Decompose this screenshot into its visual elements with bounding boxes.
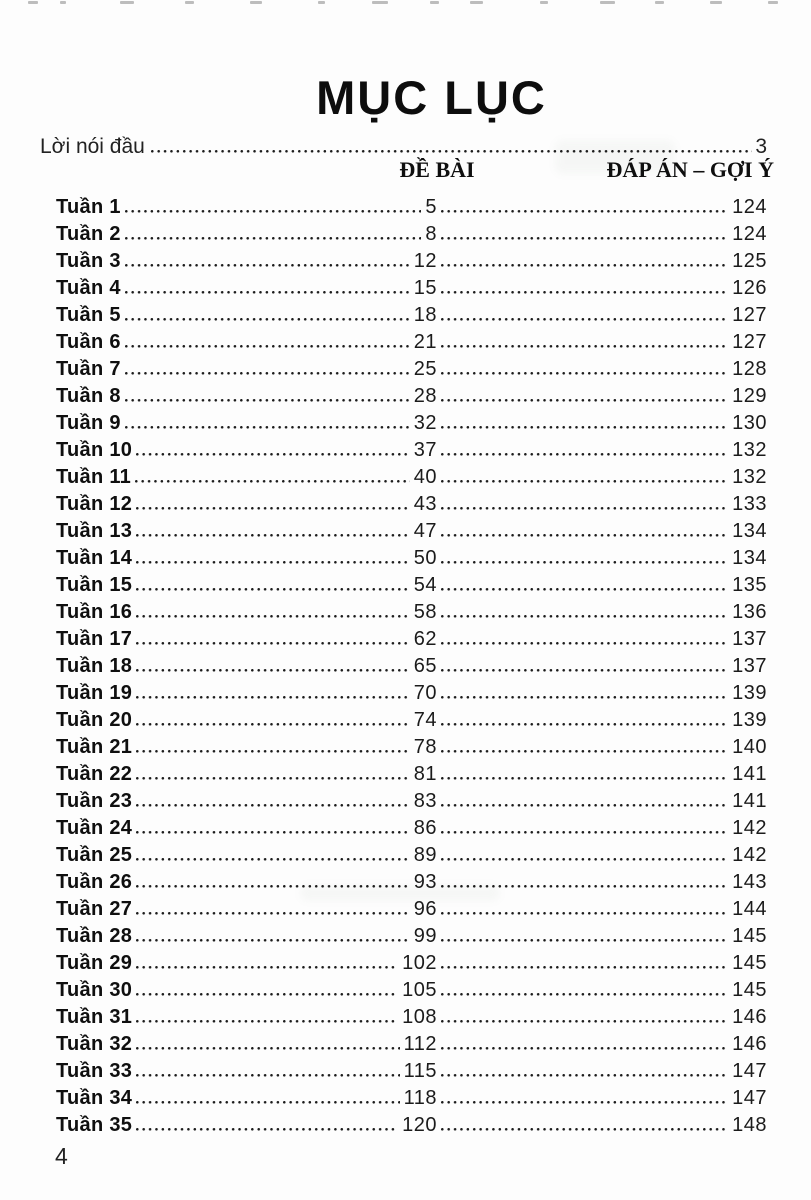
toc-row — [40, 217, 767, 244]
dot-leader — [441, 966, 728, 973]
dot-leader — [441, 912, 728, 919]
dot-leader — [441, 858, 728, 865]
dot-leader — [441, 399, 728, 406]
dot-leader — [441, 210, 728, 217]
de-bai-page: 93 — [413, 871, 437, 893]
toc-row — [40, 1108, 767, 1135]
dap-an-page: 134 — [732, 520, 767, 542]
week-label: Tuần 16 — [56, 601, 133, 623]
dap-an-page: 145 — [732, 979, 767, 1001]
toc-row-left — [56, 872, 437, 892]
toc-row-right — [437, 575, 767, 595]
toc-row — [40, 541, 767, 568]
de-bai-page: 86 — [413, 817, 437, 839]
dot-leader — [441, 696, 728, 703]
toc-row-left — [56, 440, 437, 460]
toc-row-left — [56, 710, 437, 730]
dot-leader — [441, 588, 728, 595]
de-bai-page: 81 — [413, 763, 437, 785]
de-bai-page: 15 — [413, 277, 437, 299]
toc-row-left — [56, 899, 437, 919]
toc-entry-preface — [40, 132, 767, 157]
de-bai-page: 83 — [413, 790, 437, 812]
de-bai-page: 21 — [413, 331, 437, 353]
toc-row-right — [437, 764, 767, 784]
de-bai-page: 37 — [413, 439, 437, 461]
de-bai-page: 115 — [403, 1060, 437, 1082]
week-label: Tuần 22 — [56, 763, 133, 785]
dot-leader — [441, 318, 728, 325]
de-bai-page: 70 — [413, 682, 437, 704]
toc-row-right — [437, 413, 767, 433]
toc-row-left — [56, 845, 437, 865]
toc-row-right — [437, 683, 767, 703]
dot-leader — [136, 507, 410, 514]
toc-row-right — [437, 440, 767, 460]
toc-row — [40, 811, 767, 838]
toc-row-left — [56, 1034, 437, 1054]
dot-leader — [441, 642, 728, 649]
toc-row-right — [437, 386, 767, 406]
toc-row-left — [56, 548, 437, 568]
toc-row-left — [56, 197, 437, 217]
de-bai-page: 118 — [403, 1087, 437, 1109]
dot-leader — [441, 615, 728, 622]
toc-row-right — [437, 980, 767, 1000]
de-bai-page: 108 — [402, 1006, 437, 1028]
dot-leader — [441, 1020, 728, 1027]
toc-row — [40, 622, 767, 649]
toc-row — [40, 676, 767, 703]
dap-an-page: 125 — [732, 250, 767, 272]
dap-an-page: 132 — [732, 466, 767, 488]
week-label: Tuần 11 — [56, 466, 132, 488]
week-label: Tuần 30 — [56, 979, 133, 1001]
dot-leader — [136, 642, 410, 649]
toc-row-right — [437, 1061, 767, 1081]
toc-row-right — [437, 602, 767, 622]
dap-an-page: 142 — [732, 817, 767, 839]
toc-row — [40, 838, 767, 865]
dot-leader — [441, 561, 728, 568]
de-bai-page: 99 — [413, 925, 437, 947]
week-label: Tuần 23 — [56, 790, 133, 812]
de-bai-page: 5 — [425, 196, 437, 218]
dot-leader — [125, 372, 410, 379]
toc-row-right — [437, 791, 767, 811]
toc-row-left — [56, 1061, 437, 1081]
toc-row-right — [437, 521, 767, 541]
dap-an-page: 130 — [732, 412, 767, 434]
toc-row-left — [56, 521, 437, 541]
dap-an-page: 144 — [732, 898, 767, 920]
dap-an-page: 132 — [732, 439, 767, 461]
dap-an-page: 134 — [732, 547, 767, 569]
dot-leader — [441, 237, 728, 244]
dap-an-page: 136 — [732, 601, 767, 623]
toc-row-right — [437, 1007, 767, 1027]
toc-row-left — [56, 1007, 437, 1027]
toc-row-right — [437, 1034, 767, 1054]
dap-an-page: 127 — [732, 304, 767, 326]
toc-row — [40, 1027, 767, 1054]
toc-row — [40, 433, 767, 460]
de-bai-page: 74 — [413, 709, 437, 731]
dap-an-page: 148 — [732, 1114, 767, 1136]
de-bai-page: 105 — [402, 979, 437, 1001]
dot-leader — [125, 318, 410, 325]
toc-row-right — [437, 1115, 767, 1135]
toc-row-right — [437, 818, 767, 838]
toc-row-left — [56, 386, 437, 406]
week-label: Tuần 31 — [56, 1006, 133, 1028]
dot-leader — [441, 723, 728, 730]
week-label: Tuần 26 — [56, 871, 133, 893]
de-bai-page: 102 — [402, 952, 437, 974]
toc-row-right — [437, 332, 767, 352]
toc-row-left — [56, 926, 437, 946]
de-bai-page: 112 — [403, 1033, 437, 1055]
de-bai-page: 120 — [402, 1114, 437, 1136]
dot-leader — [151, 150, 752, 157]
dap-an-page: 141 — [732, 763, 767, 785]
dot-leader — [136, 588, 410, 595]
de-bai-page: 65 — [413, 655, 437, 677]
dot-leader — [441, 426, 728, 433]
dap-an-page: 147 — [732, 1060, 767, 1082]
dot-leader — [136, 912, 410, 919]
week-label: Tuần 19 — [56, 682, 133, 704]
toc-row-right — [437, 305, 767, 325]
toc-row — [40, 703, 767, 730]
dot-leader — [136, 777, 410, 784]
toc-row-left — [56, 224, 437, 244]
toc-row-left — [56, 359, 437, 379]
toc-row — [40, 892, 767, 919]
toc-row — [40, 865, 767, 892]
week-label: Tuần 9 — [56, 412, 121, 434]
toc-row-right — [437, 224, 767, 244]
dot-leader — [136, 1101, 399, 1108]
toc-row-right — [437, 548, 767, 568]
toc-row-right — [437, 710, 767, 730]
toc-row — [40, 298, 767, 325]
dap-an-page: 139 — [732, 682, 767, 704]
de-bai-page: 28 — [413, 385, 437, 407]
toc-row-left — [56, 953, 437, 973]
dap-an-page: 126 — [732, 277, 767, 299]
de-bai-page: 89 — [413, 844, 437, 866]
dap-an-page: 135 — [732, 574, 767, 596]
toc-row — [40, 325, 767, 352]
toc-row-right — [437, 359, 767, 379]
toc-row-right — [437, 278, 767, 298]
de-bai-page: 78 — [413, 736, 437, 758]
de-bai-page: 47 — [413, 520, 437, 542]
toc-row — [40, 784, 767, 811]
dot-leader — [136, 1020, 398, 1027]
week-label: Tuần 15 — [56, 574, 133, 596]
dot-leader — [136, 858, 410, 865]
dot-leader — [136, 453, 410, 460]
dap-an-page: 129 — [732, 385, 767, 407]
toc-row-right — [437, 926, 767, 946]
preface-page-number: 3 — [755, 135, 767, 158]
dot-leader — [136, 1128, 398, 1135]
week-label: Tuần 12 — [56, 493, 133, 515]
toc-row-right — [437, 494, 767, 514]
dap-an-page: 124 — [732, 196, 767, 218]
de-bai-page: 12 — [413, 250, 437, 272]
toc-row-left — [56, 332, 437, 352]
week-label: Tuần 32 — [56, 1033, 133, 1055]
toc-row — [40, 406, 767, 433]
toc-row — [40, 271, 767, 298]
de-bai-page: 58 — [413, 601, 437, 623]
dot-leader — [125, 237, 422, 244]
dot-leader — [441, 750, 728, 757]
dot-leader — [125, 345, 410, 352]
dot-leader — [136, 669, 410, 676]
toc-row-right — [437, 251, 767, 271]
dot-leader — [136, 885, 410, 892]
column-header-de-bai: ĐỀ BÀI — [399, 157, 475, 182]
dot-leader — [125, 264, 410, 271]
dot-leader — [136, 561, 410, 568]
dap-an-page: 145 — [732, 925, 767, 947]
toc-row — [40, 595, 767, 622]
toc-row-right — [437, 197, 767, 217]
toc-row — [40, 514, 767, 541]
week-label: Tuần 2 — [56, 223, 121, 245]
toc-row — [40, 1081, 767, 1108]
toc-row — [40, 973, 767, 1000]
dot-leader — [136, 966, 398, 973]
dap-an-page: 140 — [732, 736, 767, 758]
week-label: Tuần 34 — [56, 1087, 133, 1109]
dot-leader — [125, 291, 410, 298]
dap-an-page: 124 — [732, 223, 767, 245]
week-label: Tuần 5 — [56, 304, 121, 326]
dap-an-page: 141 — [732, 790, 767, 812]
toc-row — [40, 379, 767, 406]
column-headers — [40, 157, 774, 185]
dot-leader — [136, 750, 410, 757]
toc-row-right — [437, 629, 767, 649]
toc-row-left — [56, 305, 437, 325]
dot-leader — [441, 1101, 728, 1108]
dot-leader — [136, 831, 410, 838]
week-label: Tuần 35 — [56, 1114, 133, 1136]
dot-leader — [136, 1047, 399, 1054]
toc-row-left — [56, 575, 437, 595]
toc-row — [40, 649, 767, 676]
week-label: Tuần 13 — [56, 520, 133, 542]
dap-an-page: 147 — [732, 1087, 767, 1109]
dap-an-page: 143 — [732, 871, 767, 893]
toc-row-right — [437, 953, 767, 973]
toc-row-right — [437, 737, 767, 757]
dot-leader — [441, 993, 728, 1000]
dot-leader — [136, 939, 410, 946]
column-header-dap-an: ĐÁP ÁN – GỢI Ý — [606, 157, 774, 182]
dap-an-page: 145 — [732, 952, 767, 974]
toc-row-right — [437, 872, 767, 892]
week-label: Tuần 27 — [56, 898, 133, 920]
toc-row-right — [437, 656, 767, 676]
page-title: MỤC LỤC — [316, 71, 547, 124]
toc-row — [40, 1054, 767, 1081]
toc-row-left — [56, 1088, 437, 1108]
week-label: Tuần 29 — [56, 952, 133, 974]
week-label: Tuần 6 — [56, 331, 121, 353]
week-label: Tuần 24 — [56, 817, 133, 839]
de-bai-page: 50 — [413, 547, 437, 569]
toc-row-left — [56, 602, 437, 622]
de-bai-page: 8 — [425, 223, 437, 245]
toc-row — [40, 1000, 767, 1027]
dot-leader — [136, 534, 410, 541]
toc-row — [40, 460, 767, 487]
dot-leader — [125, 426, 410, 433]
dot-leader — [441, 264, 728, 271]
de-bai-page: 40 — [413, 466, 437, 488]
dot-leader — [125, 399, 410, 406]
dap-an-page: 146 — [732, 1033, 767, 1055]
toc-row-left — [56, 737, 437, 757]
toc-row-left — [56, 629, 437, 649]
week-label: Tuần 10 — [56, 439, 133, 461]
dot-leader — [441, 291, 728, 298]
dot-leader — [136, 993, 398, 1000]
dot-leader — [125, 210, 422, 217]
de-bai-page: 18 — [413, 304, 437, 326]
toc-row-left — [56, 980, 437, 1000]
toc-row-left — [56, 251, 437, 271]
week-label: Tuần 3 — [56, 250, 121, 272]
toc-row-right — [437, 845, 767, 865]
week-label: Tuần 1 — [56, 196, 121, 218]
dot-leader — [136, 723, 410, 730]
dot-leader — [441, 777, 728, 784]
week-label: Tuần 28 — [56, 925, 133, 947]
de-bai-page: 96 — [413, 898, 437, 920]
dap-an-page: 142 — [732, 844, 767, 866]
dap-an-page: 133 — [732, 493, 767, 515]
dap-an-page: 139 — [732, 709, 767, 731]
dot-leader — [441, 804, 728, 811]
dot-leader — [441, 372, 728, 379]
de-bai-page: 43 — [413, 493, 437, 515]
dot-leader — [441, 1047, 728, 1054]
toc-row-left — [56, 467, 437, 487]
week-label: Tuần 33 — [56, 1060, 133, 1082]
dot-leader — [441, 885, 728, 892]
toc-row-right — [437, 467, 767, 487]
dot-leader — [441, 1074, 728, 1081]
dap-an-page: 146 — [732, 1006, 767, 1028]
toc-row-right — [437, 1088, 767, 1108]
dap-an-page: 127 — [732, 331, 767, 353]
de-bai-page: 25 — [413, 358, 437, 380]
dot-leader — [441, 507, 728, 514]
dot-leader — [441, 1128, 728, 1135]
toc-row-left — [56, 791, 437, 811]
dot-leader — [441, 831, 728, 838]
toc-row — [40, 190, 767, 217]
toc-row — [40, 244, 767, 271]
toc-row — [40, 946, 767, 973]
dot-leader — [441, 939, 728, 946]
page-number: 4 — [55, 1143, 68, 1169]
dot-leader — [441, 669, 728, 676]
dot-leader — [441, 345, 728, 352]
toc-row — [40, 568, 767, 595]
dap-an-page: 137 — [732, 655, 767, 677]
dot-leader — [441, 453, 728, 460]
toc-row — [40, 757, 767, 784]
week-label: Tuần 7 — [56, 358, 121, 380]
toc-row-left — [56, 818, 437, 838]
toc-row-left — [56, 764, 437, 784]
week-label: Tuần 8 — [56, 385, 121, 407]
dot-leader — [136, 615, 410, 622]
dot-leader — [135, 480, 410, 487]
toc-row-left — [56, 494, 437, 514]
toc-row-left — [56, 656, 437, 676]
toc-row — [40, 352, 767, 379]
dap-an-page: 137 — [732, 628, 767, 650]
dot-leader — [136, 804, 410, 811]
week-label: Tuần 17 — [56, 628, 133, 650]
dot-leader — [441, 480, 728, 487]
toc-row-left — [56, 683, 437, 703]
week-label: Tuần 25 — [56, 844, 133, 866]
de-bai-page: 62 — [413, 628, 437, 650]
dap-an-page: 128 — [732, 358, 767, 380]
toc-row-left — [56, 1115, 437, 1135]
toc-row-left — [56, 413, 437, 433]
de-bai-page: 32 — [413, 412, 437, 434]
week-label: Tuần 18 — [56, 655, 133, 677]
toc-rows — [40, 190, 767, 1135]
preface-label: Lời nói đầu — [40, 135, 145, 158]
week-label: Tuần 21 — [56, 736, 133, 758]
dot-leader — [441, 534, 728, 541]
toc-row-left — [56, 278, 437, 298]
toc-row-right — [437, 899, 767, 919]
de-bai-page: 54 — [413, 574, 437, 596]
toc-row — [40, 730, 767, 757]
week-label: Tuần 14 — [56, 547, 133, 569]
week-label: Tuần 20 — [56, 709, 133, 731]
week-label: Tuần 4 — [56, 277, 121, 299]
dot-leader — [136, 1074, 399, 1081]
toc-row — [40, 487, 767, 514]
dot-leader — [136, 696, 410, 703]
toc-row — [40, 919, 767, 946]
